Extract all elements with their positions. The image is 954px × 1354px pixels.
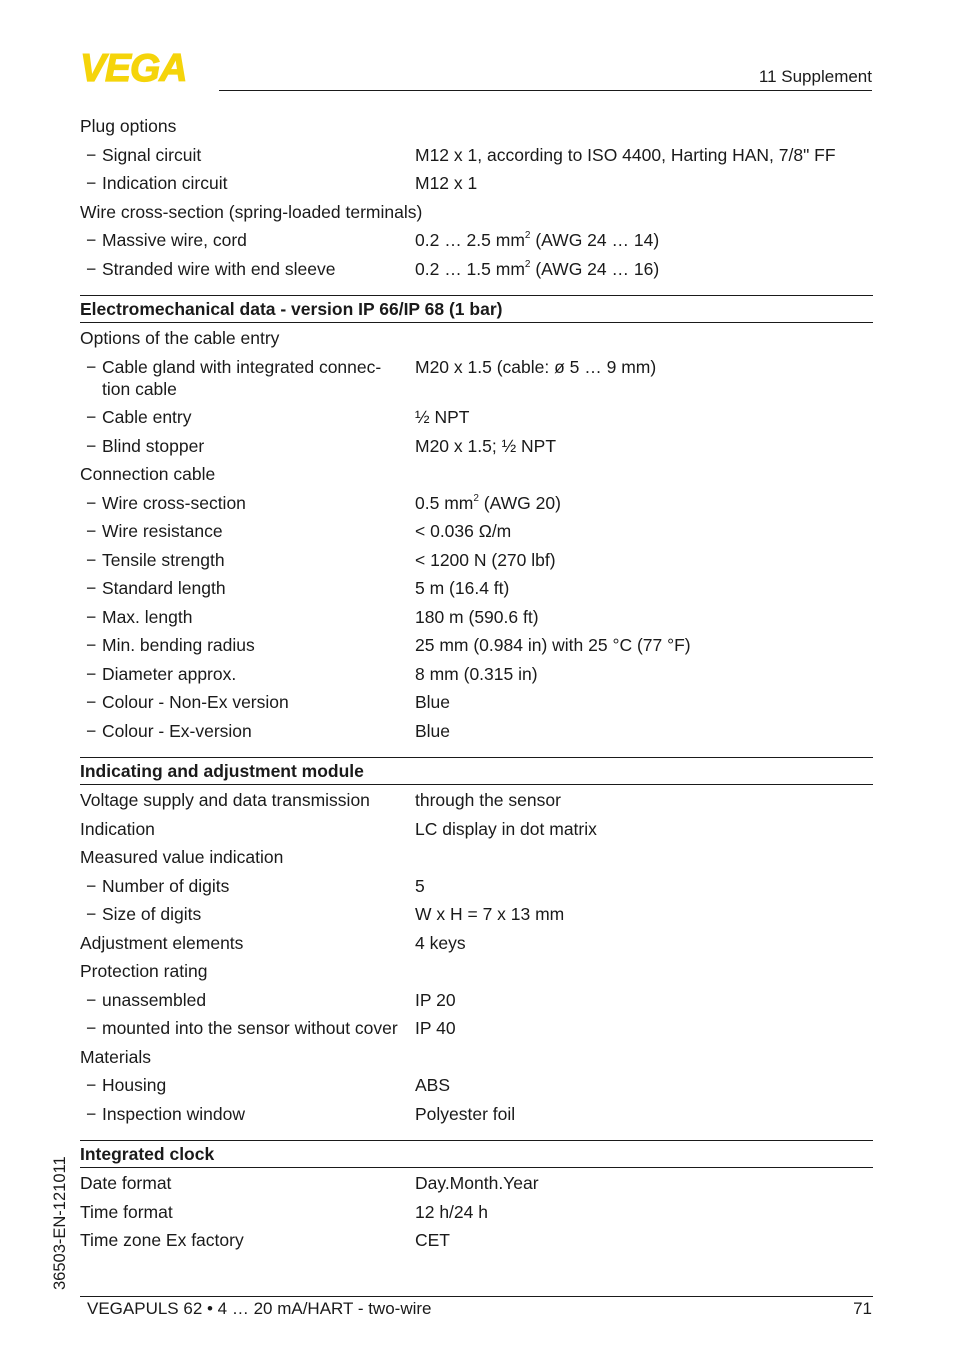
spec-row bbox=[80, 1198, 873, 1227]
spec-value: Blue bbox=[415, 720, 451, 741]
sub-spec-row bbox=[80, 872, 873, 901]
spec-value: < 0.036 Ω/m bbox=[415, 521, 512, 541]
svg-text:VEGA: VEGA bbox=[80, 50, 187, 84]
spec-label: Date format bbox=[80, 1173, 172, 1193]
sub-spec-row bbox=[80, 255, 873, 284]
spec-label: Options of the cable entry bbox=[80, 328, 280, 348]
header-rule bbox=[219, 90, 872, 91]
spec-label: − Wire cross-section bbox=[80, 492, 415, 514]
spec-value-suffix: (AWG 24 … 14) bbox=[530, 230, 660, 250]
spec-value bbox=[415, 229, 873, 251]
footer-rule bbox=[80, 1296, 873, 1297]
spec-value-text: 0.2 … 2.5 mm bbox=[415, 230, 525, 250]
sub-spec-row bbox=[80, 432, 873, 461]
spec-value: 12 h/24 h bbox=[415, 1201, 488, 1222]
sub-spec-row bbox=[80, 986, 873, 1015]
spec-label: − mounted into the sensor without cover bbox=[80, 1017, 415, 1039]
spec-value bbox=[151, 1046, 873, 1068]
sub-spec-row bbox=[80, 353, 873, 404]
group-heading-row bbox=[80, 957, 873, 986]
sub-spec-row bbox=[80, 603, 873, 632]
spec-value: M20 x 1.5; ½ NPT bbox=[415, 435, 557, 456]
sub-spec-row bbox=[80, 717, 873, 746]
sub-spec-row bbox=[80, 1014, 873, 1043]
sub-spec-row bbox=[80, 900, 873, 929]
spec-value: M12 x 1, according to ISO 4400, Harting HAN, 7/8" FF bbox=[415, 144, 836, 165]
superscript: 2 bbox=[524, 230, 531, 242]
spec-value: Blue bbox=[415, 692, 451, 712]
spec-value: M12 x 1 bbox=[415, 173, 478, 193]
spec-label: − Tensile strength bbox=[80, 549, 415, 571]
group-heading-row bbox=[80, 843, 873, 872]
spec-label: − Max. length bbox=[80, 606, 415, 628]
spec-value: Polyester foil bbox=[415, 1103, 516, 1124]
spec-value: 180 m (590.6 ft) bbox=[415, 606, 539, 627]
spec-value bbox=[415, 492, 873, 514]
spec-value-suffix: (AWG 24 … 16) bbox=[530, 258, 660, 279]
spec-value: < 1200 N (270 lbf) bbox=[415, 549, 556, 570]
footer-title: VEGAPULS 62 • 4 … 20 mA/HART - two-wire bbox=[87, 1299, 432, 1318]
spec-label: Indication bbox=[80, 818, 155, 839]
spec-label: − unassembled bbox=[80, 989, 415, 1011]
spec-row bbox=[80, 1169, 873, 1198]
spec-label: − Size of digits bbox=[80, 903, 415, 925]
spec-label: Time format bbox=[80, 1201, 173, 1222]
spec-value bbox=[215, 463, 873, 485]
group-heading-row bbox=[80, 460, 873, 489]
spec-value: CET bbox=[415, 1230, 450, 1250]
spec-value bbox=[207, 960, 873, 982]
spec-label: − Indication circuit bbox=[80, 172, 415, 194]
spec-label: Wire cross-section (spring-loaded terminals) bbox=[80, 201, 423, 222]
document-code: 36503-EN-121011 bbox=[51, 1156, 69, 1290]
spec-value: LC display in dot matrix bbox=[415, 818, 597, 839]
spec-value bbox=[415, 258, 873, 280]
spec-value: ½ NPT bbox=[415, 407, 470, 427]
spec-label: − Diameter approx. bbox=[80, 663, 415, 685]
sub-spec-row bbox=[80, 660, 873, 689]
section-heading: Integrated clock bbox=[80, 1140, 873, 1168]
group-heading-row bbox=[80, 112, 873, 141]
spec-label: Connection cable bbox=[80, 464, 216, 484]
spec-value-text: 0.2 … 1.5 mm bbox=[415, 258, 525, 279]
sub-spec-row bbox=[80, 1071, 873, 1100]
spec-value: 25 mm (0.984 in) with 25 °C (77 °F) bbox=[415, 635, 691, 655]
sub-spec-row bbox=[80, 226, 873, 255]
spec-row bbox=[80, 1226, 873, 1255]
spec-value bbox=[422, 201, 873, 223]
spec-label: − Min. bending radius bbox=[80, 634, 415, 656]
spec-label: − Stranded wire with end sleeve bbox=[80, 258, 415, 280]
spec-value: 5 bbox=[415, 875, 425, 896]
spec-label: − Wire resistance bbox=[80, 520, 415, 542]
spec-value: M20 x 1.5 (cable: ø 5 … 9 mm) bbox=[415, 356, 657, 377]
spec-label: − Colour - Ex-version bbox=[80, 720, 415, 742]
spec-label: Plug options bbox=[80, 116, 177, 136]
spec-value: through the sensor bbox=[415, 790, 561, 810]
group-heading-row bbox=[80, 1043, 873, 1072]
spec-value: 8 mm (0.315 in) bbox=[415, 663, 538, 684]
spec-value: 5 m (16.4 ft) bbox=[415, 578, 510, 598]
sub-spec-row bbox=[80, 631, 873, 660]
section-label: 11 Supplement bbox=[758, 67, 872, 86]
sub-spec-row bbox=[80, 489, 873, 518]
spec-value bbox=[283, 846, 873, 868]
sub-spec-row bbox=[80, 141, 873, 170]
sub-spec-row bbox=[80, 546, 873, 575]
spec-row bbox=[80, 786, 873, 815]
spec-label: Protection rating bbox=[80, 961, 208, 981]
spec-label: − Cable gland with integrated connec- tion cable bbox=[80, 356, 415, 400]
sub-spec-row bbox=[80, 169, 873, 198]
spec-label: − Cable entry bbox=[80, 406, 415, 428]
spec-label: Materials bbox=[80, 1046, 151, 1067]
spec-row bbox=[80, 929, 873, 958]
spec-label: − Blind stopper bbox=[80, 435, 415, 457]
spec-value: ABS bbox=[415, 1075, 451, 1095]
spec-value: Day.Month.Year bbox=[415, 1173, 539, 1193]
spec-table bbox=[80, 112, 873, 1255]
spec-value: IP 40 bbox=[415, 1018, 456, 1038]
sub-spec-row bbox=[80, 688, 873, 717]
spec-label: − Massive wire, cord bbox=[80, 229, 415, 251]
group-heading-row bbox=[80, 324, 873, 353]
spec-value: IP 20 bbox=[415, 989, 456, 1010]
spec-value bbox=[176, 115, 873, 137]
sub-spec-row bbox=[80, 517, 873, 546]
spec-label: − Housing bbox=[80, 1074, 415, 1096]
sub-spec-row bbox=[80, 1100, 873, 1129]
spec-label: Time zone Ex factory bbox=[80, 1230, 244, 1250]
spec-row bbox=[80, 815, 873, 844]
group-heading-row bbox=[80, 198, 873, 227]
spec-label: Voltage supply and data transmission bbox=[80, 790, 370, 810]
sub-spec-row bbox=[80, 574, 873, 603]
spec-label: − Number of digits bbox=[80, 875, 415, 897]
page-number: 71 bbox=[853, 1299, 872, 1318]
spec-value-suffix: (AWG 20) bbox=[478, 492, 561, 513]
spec-value-text: 0.5 mm bbox=[415, 492, 474, 513]
spec-label: − Colour - Non-Ex version bbox=[80, 691, 415, 713]
spec-label: − Standard length bbox=[80, 577, 415, 599]
spec-label: Measured value indication bbox=[80, 847, 284, 867]
section-heading: Electromechanical data - version IP 66/IP 68 (1 bar) bbox=[80, 295, 873, 323]
superscript: 2 bbox=[473, 492, 479, 504]
superscript: 2 bbox=[524, 258, 531, 270]
spec-label: − Inspection window bbox=[80, 1103, 415, 1125]
spec-label: Adjustment elements bbox=[80, 932, 244, 953]
spec-value: 4 keys bbox=[415, 932, 466, 953]
spec-label: − Signal circuit bbox=[80, 144, 415, 166]
sub-spec-row bbox=[80, 403, 873, 432]
spec-value: W x H = 7 x 13 mm bbox=[415, 904, 565, 924]
section-heading: Indicating and adjustment module bbox=[80, 757, 873, 785]
spec-value bbox=[279, 327, 873, 349]
vega-logo bbox=[80, 50, 212, 84]
